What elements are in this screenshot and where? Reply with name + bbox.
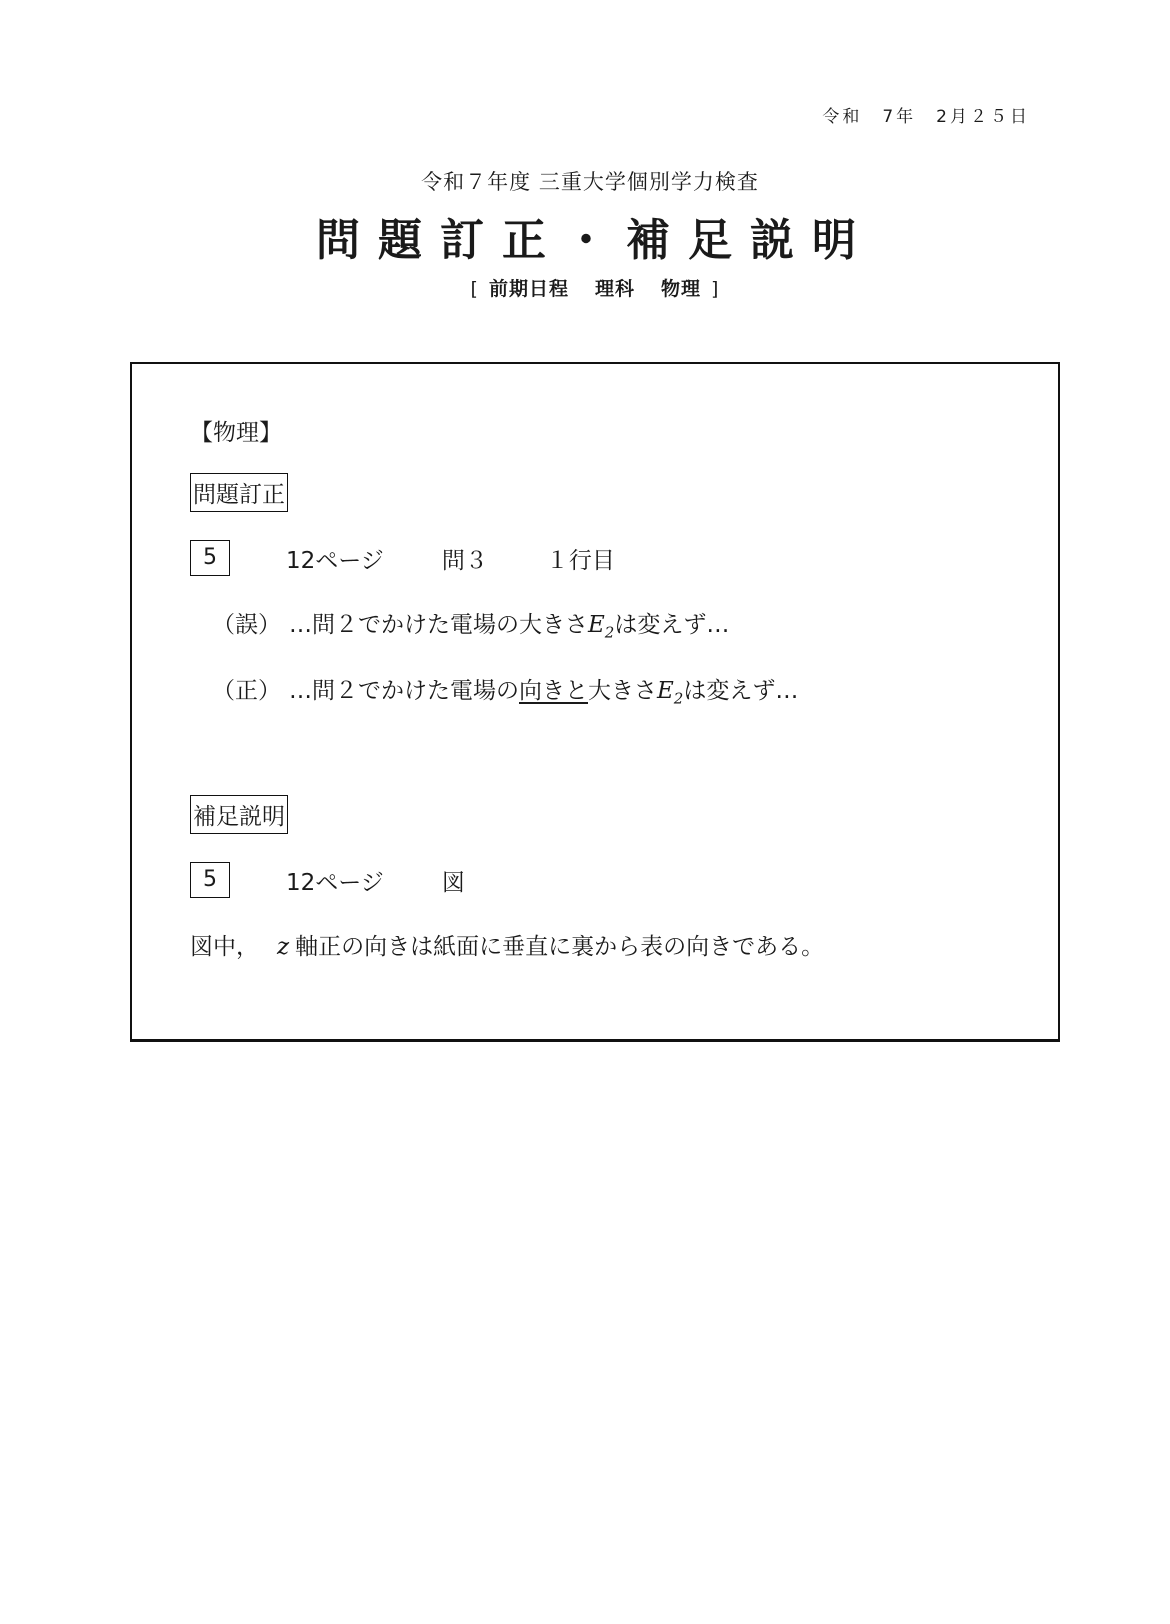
correct-text-line: [212, 672, 1018, 708]
supplement-reference: [190, 862, 1018, 898]
bracket-open: [: [470, 278, 479, 300]
wrong-variable: $E_2$: [588, 612, 615, 642]
correct-marker: （正）: [212, 677, 281, 704]
correct-text-middle: 大きさ: [588, 677, 657, 704]
note-variable: z: [277, 934, 290, 961]
correct-variable: $E_2$: [657, 677, 684, 708]
reference-question: 問３: [441, 547, 488, 574]
subject-heading: 【物理】: [190, 420, 282, 446]
correct-text-before: …問２でかけた電場の: [289, 677, 519, 704]
correct-text-after: は変えず…: [683, 677, 799, 704]
correction-label: 問題訂正: [190, 473, 288, 512]
supplement-figure: 図: [441, 869, 465, 896]
wrong-text-line: [212, 606, 1018, 642]
subject-label: 物理: [661, 278, 702, 300]
correction-reference: [190, 540, 1018, 576]
reference-line: １行目: [545, 547, 615, 574]
bracket-close: ]: [711, 278, 720, 300]
note-text-before: 図中，: [190, 934, 259, 961]
document-title: 問題訂正・補足説明: [316, 215, 874, 266]
reference-page: 12ページ: [286, 547, 384, 574]
notice-box: [130, 362, 1060, 1042]
notice-content: [190, 414, 1018, 961]
document-header: [0, 166, 1170, 301]
supplement-note: [190, 928, 1018, 961]
wrong-marker: （誤）: [212, 612, 281, 638]
wrong-text-after: は変えず…: [614, 612, 730, 638]
note-text-after: 軸正の向きは紙面に垂直に裏から表の向きである。: [295, 934, 825, 961]
exam-subtitle: 令和７年度 三重大学個別学力検査: [421, 170, 759, 194]
supplement-label: 補足説明: [190, 795, 288, 834]
correct-text-underlined: 向きと: [519, 677, 588, 704]
document-date: 令和 7年 2月２５日: [822, 107, 1030, 127]
supplement-page: 12ページ: [286, 869, 384, 896]
subject-area-label: 理科: [594, 278, 635, 300]
supplement-question-number-box: 5: [190, 862, 230, 898]
wrong-text-before: …問２でかけた電場の大きさ: [289, 612, 588, 638]
question-number-box: 5: [190, 540, 230, 576]
exam-schedule: [20, 274, 1170, 301]
schedule-label: 前期日程: [488, 278, 569, 300]
